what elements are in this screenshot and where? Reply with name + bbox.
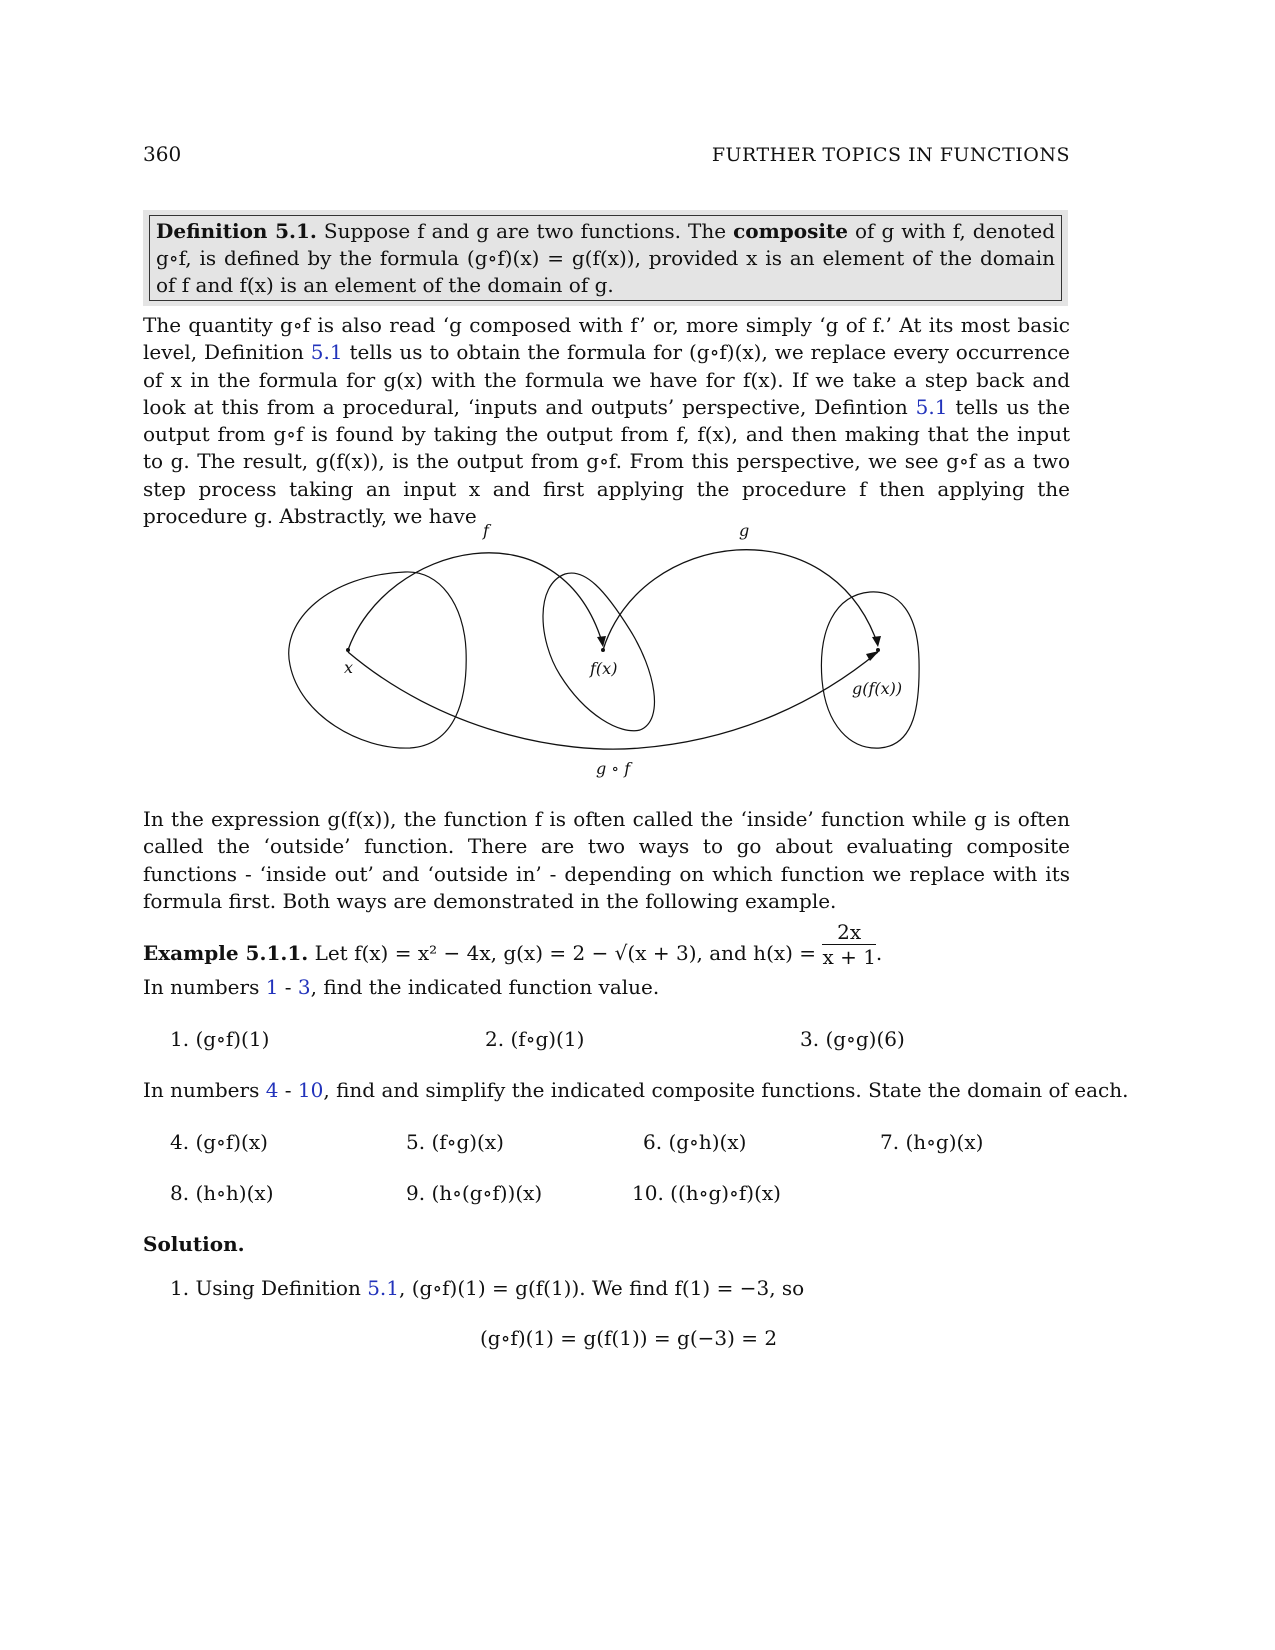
example-statement bbox=[143, 920, 1070, 969]
label-f: f bbox=[483, 521, 489, 540]
definition-link[interactable]: 5.1 bbox=[915, 394, 948, 419]
text: tells us the output from g∘f is found by taking the output from f, f(x), and then making that the input to g. The result, g(f(x)), is the output from g∘f. From this perspective, we see g∘f as a two step process taking an input x and first applying the procedure f then applying the procedure g. Abstractly, we have bbox=[143, 394, 1071, 529]
exercise-item: 9. (h∘(g∘f))(x) bbox=[406, 1181, 543, 1205]
text: , find the indicated function value. bbox=[310, 975, 660, 999]
item-link[interactable]: 3 bbox=[297, 975, 311, 999]
domain-g-blob bbox=[543, 573, 654, 731]
label-fx: f(x) bbox=[590, 659, 618, 678]
exercise-item: 2. (f∘g)(1) bbox=[485, 1027, 585, 1051]
solution-step-1 bbox=[170, 1276, 804, 1300]
composition-diagram bbox=[0, 0, 1275, 800]
label-x: x bbox=[344, 658, 354, 677]
definition-link[interactable]: 5.1 bbox=[310, 340, 343, 365]
arrow-g bbox=[603, 550, 878, 650]
text: 1. Using Definition bbox=[170, 1276, 361, 1300]
definition-text: of g with f, denoted g∘f, is defined by the formula (g∘f)(x) = g(f(x)), provided x is an element of the domain of f and f(x) is an element of the domain of g. bbox=[156, 219, 1056, 297]
running-title: FURTHER TOPICS IN FUNCTIONS bbox=[711, 144, 1070, 166]
example-text: Let f(x) = x² − 4x, g(x) = 2 − √(x + 3), and h(x) = bbox=[314, 941, 817, 965]
instructions-2 bbox=[143, 1078, 1128, 1102]
exercise-item: 5. (f∘g)(x) bbox=[406, 1130, 504, 1154]
text: , (g∘f)(1) = g(f(1)). We find f(1) = −3, so bbox=[399, 1276, 805, 1300]
label-gfx: g(f(x)) bbox=[852, 679, 903, 698]
arrow-f bbox=[348, 553, 603, 650]
label-gof: g ∘ f bbox=[596, 759, 631, 778]
range-g-blob bbox=[821, 592, 919, 748]
exercise-item: 7. (h∘g)(x) bbox=[880, 1130, 984, 1154]
exercise-item: 4. (g∘f)(x) bbox=[170, 1130, 268, 1154]
exercise-item: 1. (g∘f)(1) bbox=[170, 1027, 270, 1051]
solution-display-equation: (g∘f)(1) = g(f(1)) = g(−3) = 2 bbox=[480, 1326, 778, 1350]
page-number: 360 bbox=[143, 142, 182, 166]
text: tells us to obtain the formula for (g∘f)(x), we replace every occurrence of x in the formula for g(x) with the formula we have for f(x). If we take a step back and look at this from a procedural, ‘inputs and outputs’ perspective, Defintion bbox=[143, 340, 1070, 419]
paragraph-inside-outside: In the expression g(f(x)), the function f is often called the ‘inside’ function while g is often called the ‘outside’ function. There are two ways to go about evaluating composite functions - ‘inside out’ and ‘outside in’ - depending on which function we replace with its formula first. Both ways are demonstrated in the following example. bbox=[143, 807, 1070, 913]
exercise-item: 6. (g∘h)(x) bbox=[643, 1130, 747, 1154]
exercise-item: 8. (h∘h)(x) bbox=[170, 1181, 274, 1205]
text: , find and simplify the indicated composite functions. State the domain of each. bbox=[323, 1078, 1129, 1102]
item-link[interactable]: 4 bbox=[265, 1078, 279, 1102]
definition-label: Definition 5.1. bbox=[156, 219, 317, 243]
point-fx bbox=[601, 648, 605, 652]
item-link[interactable]: 1 bbox=[265, 975, 279, 999]
example-label: Example 5.1.1. bbox=[143, 941, 309, 965]
definition-link[interactable]: 5.1 bbox=[367, 1276, 400, 1300]
label-g: g bbox=[739, 521, 750, 540]
point-gfx bbox=[876, 648, 880, 652]
numerator: 2x bbox=[822, 920, 875, 945]
exercise-item: 3. (g∘g)(6) bbox=[800, 1027, 905, 1051]
instructions-1 bbox=[143, 975, 659, 999]
solution-label: Solution. bbox=[143, 1232, 245, 1256]
point-x bbox=[346, 648, 350, 652]
text: In numbers bbox=[143, 1078, 260, 1102]
definition-text: Suppose f and g are two functions. The bbox=[323, 219, 727, 243]
item-link[interactable]: 10 bbox=[297, 1078, 324, 1102]
exercise-item: 10. ((h∘g)∘f)(x) bbox=[632, 1181, 781, 1205]
definition-term: composite bbox=[733, 219, 848, 243]
text: - bbox=[284, 1078, 292, 1102]
fraction bbox=[822, 920, 875, 969]
text: . bbox=[875, 941, 883, 965]
text: - bbox=[284, 975, 292, 999]
denominator: x + 1 bbox=[822, 945, 876, 969]
arrowheads bbox=[597, 636, 881, 661]
text: The quantity g∘f is also read ‘g composed with f’ or, more simply ‘g of f.’ At its most basic level, Definition bbox=[143, 313, 1070, 365]
domain-f-blob bbox=[289, 572, 466, 748]
text: In numbers bbox=[143, 975, 260, 999]
